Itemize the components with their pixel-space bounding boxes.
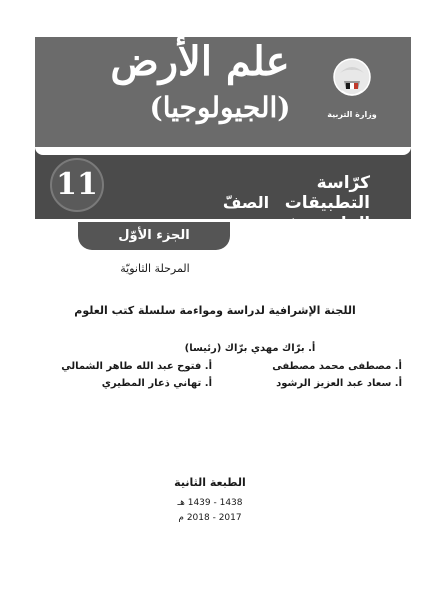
grade-label: الصفّ الحادي عشر (222, 193, 370, 232)
grade-label-row (220, 173, 370, 232)
committee-chair: أ. برّاك مهدي برّاك (رئيسا) (184, 343, 316, 354)
kuwait-emblem-icon (330, 55, 374, 105)
band-divider (35, 147, 411, 155)
committee-member: أ. تهاني ذعار المطيري (101, 378, 212, 389)
part-label: الجزء الأوّل (78, 222, 230, 250)
book-subtitle: (الجيولوجيا) (149, 91, 291, 124)
committee-heading: اللجنة الإشرافية لدراسة ومواءمة سلسلة كتب العلوم (74, 304, 356, 317)
workbook-label: كرّاسة التطبيقات (284, 173, 370, 213)
gregorian-years: 2017 - 2018 م (178, 513, 242, 523)
committee-member: أ. سعاد عبد العزيز الرشود (276, 378, 402, 389)
stage-label: المرحلة الثانويّة (120, 262, 190, 275)
book-title: علم الأرض (110, 38, 290, 85)
hijri-years: 1438 - 1439 هـ (177, 498, 243, 508)
grade-number-badge: 11 (50, 158, 104, 212)
edition-label: الطبعة الثانية (174, 476, 246, 489)
ministry-name: وزارة التربية (327, 110, 377, 119)
committee-member: أ. فتوح عبد الله طاهر الشمالي (61, 361, 212, 372)
committee-member: أ. مصطفى محمد مصطفى (272, 361, 402, 372)
